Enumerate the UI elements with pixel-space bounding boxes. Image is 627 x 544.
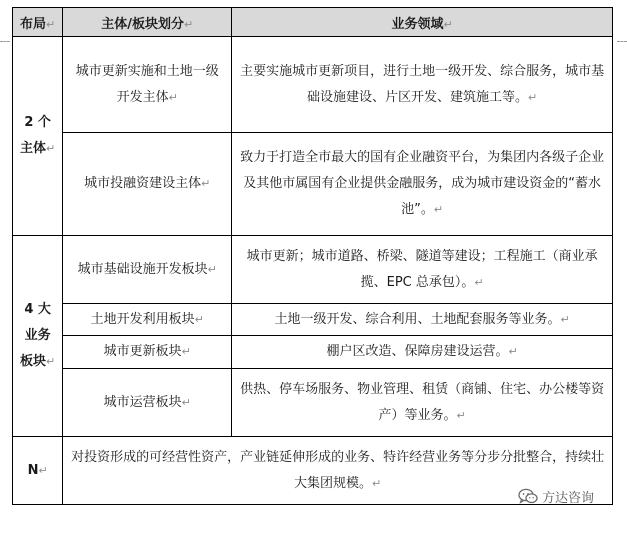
- wechat-icon: [518, 488, 538, 505]
- business-cell: 棚户区改造、保障房建设运营。↵: [232, 336, 613, 369]
- header-business: 业务领域↵: [232, 8, 613, 37]
- business-cell: 城市更新；城市道路、桥梁、隧道等建设；工程施工（商业承揽、EPC 总承包）。↵: [232, 236, 613, 304]
- header-layout: 布局↵: [13, 8, 63, 37]
- table-row: [13, 236, 613, 304]
- business-cell: 主要实施城市更新项目，进行土地一级开发、综合服务，城市基础设施建设、片区开发、建筑施工等。↵: [232, 37, 613, 133]
- watermark: [518, 487, 594, 506]
- category-cell: N↵: [13, 437, 63, 505]
- page-margin-mark: [0, 41, 10, 42]
- table-row: [13, 133, 613, 236]
- entity-cell: 城市更新板块↵: [63, 336, 232, 369]
- category-cell: 2 个主体↵: [13, 37, 63, 236]
- business-cell: 致力于打造全市最大的国有企业融资平台，为集团内各级子企业及其他市属国有企业提供金融服务，成为城市建设资金的“蓄水池”。↵: [232, 133, 613, 236]
- entity-cell: 城市投融资建设主体↵: [63, 133, 232, 236]
- page-margin-mark: [617, 41, 627, 42]
- table-row: [13, 336, 613, 369]
- business-layout-table: [12, 7, 613, 505]
- entity-cell: 城市运营板块↵: [63, 369, 232, 437]
- header-entity: 主体/板块划分↵: [63, 8, 232, 37]
- business-cell: 土地一级开发、综合利用、土地配套服务等业务。↵: [232, 304, 613, 336]
- business-cell: 对投资形成的可经营性资产，产业链延伸形成的业务、特许经营业务等分步分批整合，持续壮大集团规模。↵: [63, 437, 613, 505]
- table-header-row: [13, 8, 613, 37]
- table-row: [13, 369, 613, 437]
- table-row: [13, 37, 613, 133]
- business-cell: 供热、停车场服务、物业管理、租赁（商铺、住宅、办公楼等资产）等业务。↵: [232, 369, 613, 437]
- entity-cell: 城市基础设施开发板块↵: [63, 236, 232, 304]
- category-cell: 4 大业务板块↵: [13, 236, 63, 437]
- table-row: [13, 304, 613, 336]
- entity-cell: 城市更新实施和土地一级开发主体↵: [63, 37, 232, 133]
- watermark-text: 方达咨询: [542, 491, 595, 506]
- entity-cell: 土地开发利用板块↵: [63, 304, 232, 336]
